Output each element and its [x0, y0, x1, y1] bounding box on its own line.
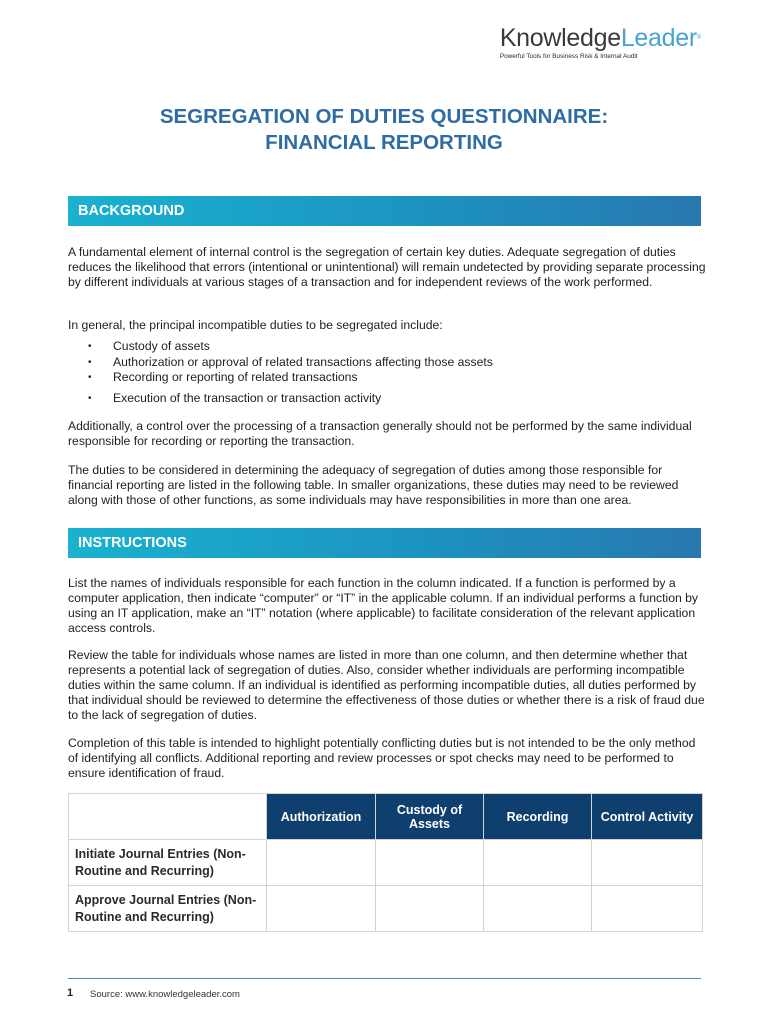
title-line-2: FINANCIAL REPORTING: [265, 131, 503, 154]
segregation-duties-table: [68, 793, 703, 932]
list-item: • Execution of the transaction or transaction activity: [68, 391, 708, 407]
list-item: • Custody of assets: [68, 339, 708, 355]
background-paragraph-3: Additionally, a control over the processing of a transaction generally should not be performed by the same individual responsible for recording or reporting the transaction.: [68, 419, 692, 448]
background-section-header: BACKGROUND: [68, 196, 701, 226]
footer-source: Source: www.knowledgeleader.com: [90, 989, 240, 1000]
background-paragraph-1: A fundamental element of internal control is the segregation of certain key duties. Adequate segregation of duties reduces the likelihood that errors (intentional or unintentional) will remain undetected by providing separate processing by different individuals at various stages of a transaction and for independent reviews of the work performed.: [68, 245, 706, 289]
table-cell[interactable]: [592, 840, 703, 886]
column-header-control-activity: Control Activity: [592, 794, 703, 840]
page-number: 1: [67, 987, 74, 999]
background-paragraph-2: In general, the principal incompatible duties to be segregated include:: [68, 318, 443, 332]
document-title: [0, 104, 768, 156]
row-header-approve-journal-entries: Approve Journal Entries (Non-Routine and Recurring): [69, 886, 267, 932]
table-header-row: [69, 794, 703, 840]
logo-wordmark: [500, 24, 701, 52]
instructions-paragraph-1: List the names of individuals responsible for each function in the column indicated. If a function is performed by a computer application, then indicate “computer” or “IT” in the applicable column. If an individual performs a function by using an IT application, make an “IT” notation (where applicable) to facilitate consideration of the relevant application access controls.: [68, 576, 699, 635]
footer-divider: [68, 978, 701, 979]
table-cell[interactable]: [376, 840, 484, 886]
table-cell[interactable]: [267, 886, 376, 932]
column-header-recording: Recording: [484, 794, 592, 840]
table-row: [69, 840, 703, 886]
logo-wordmark-part2: Leader: [620, 24, 697, 52]
instructions-paragraph-3: Completion of this table is intended to highlight potentially conflicting duties but is not intended to be the only method of identifying all conflicts. Additional reporting and review processes or spot checks may need to be performed to ensure identification of fraud.: [68, 736, 696, 780]
table-cell[interactable]: [592, 886, 703, 932]
knowledgeleader-logo: [500, 24, 701, 60]
table-cell[interactable]: [484, 886, 592, 932]
list-item: • Recording or reporting of related transactions: [68, 370, 708, 386]
list-item: • Authorization or approval of related transactions affecting those assets: [68, 355, 708, 371]
instructions-paragraph-2: Review the table for individuals whose names are listed in more than one column, and then determine whether that represents a potential lack of segregation of duties. Also, consider whether individuals are performing incompatible duties within the same column. If an individual is identified as performing incompatible duties, all duties performed by that individual should be reviewed to determine the effectiveness of those duties or whether there is a risk of fraud due to the lack of segregation of duties.: [68, 648, 705, 722]
row-header-initiate-journal-entries: Initiate Journal Entries (Non-Routine and Recurring): [69, 840, 267, 886]
instructions-section-header: INSTRUCTIONS: [68, 528, 701, 558]
column-header-custody-of-assets: Custody of Assets: [376, 794, 484, 840]
table-cell[interactable]: [267, 840, 376, 886]
table-cell[interactable]: [376, 886, 484, 932]
title-line-1: SEGREGATION OF DUTIES QUESTIONNAIRE:: [159, 105, 609, 128]
table-corner-cell: [69, 794, 267, 840]
logo-wordmark-part1: Knowledge: [499, 24, 621, 52]
column-header-authorization: Authorization: [267, 794, 376, 840]
logo-tagline: Powerful Tools for Business Risk & Internal Audit: [499, 53, 638, 60]
incompatible-duties-list: [68, 339, 708, 406]
background-paragraph-4: The duties to be considered in determining the adequacy of segregation of duties among those responsible for financial reporting are listed in the following table. In smaller organizations, these duties may need to be reviewed along with those of other functions, as some individuals may have responsibilities in more than one area.: [68, 463, 679, 507]
logo-trademark: ®: [696, 35, 701, 41]
table-row: [69, 886, 703, 932]
table-cell[interactable]: [484, 840, 592, 886]
